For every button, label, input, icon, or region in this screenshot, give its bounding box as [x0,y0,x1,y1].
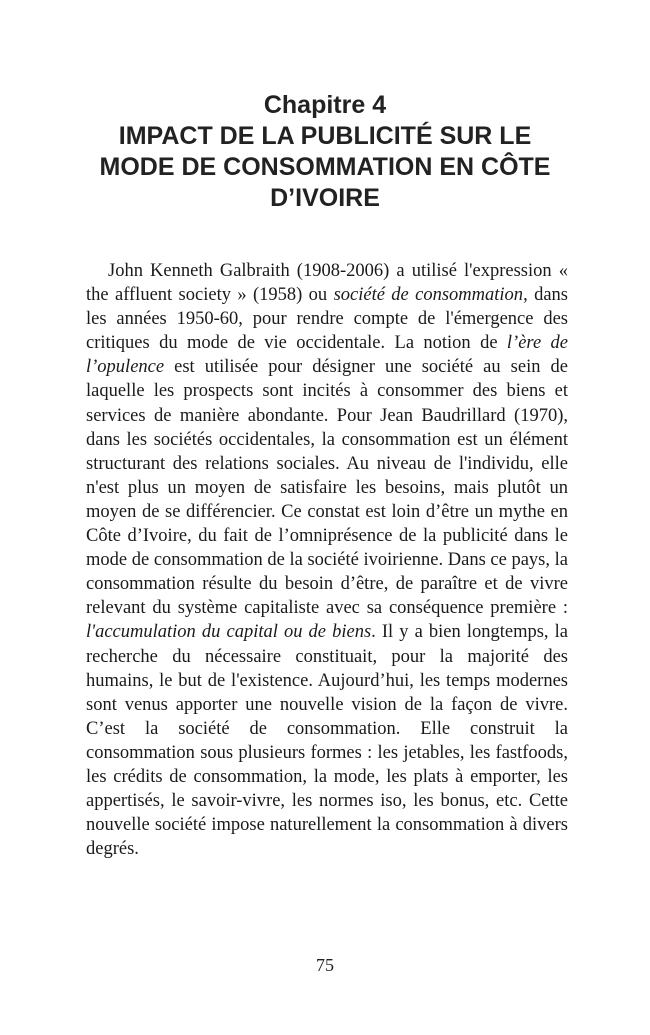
chapter-heading [60,89,590,214]
chapter-title-line: MODE DE CONSOMMATION EN CÔTE [99,153,551,181]
page-number: 75 [316,955,334,975]
text-segment: John Kenneth Galbraith (1908-2006) a utilisé l'expression « the affluent society » (1958) ou [86,261,568,306]
chapter-title [60,121,590,214]
chapter-number: Chapitre 4 [263,91,387,119]
paragraph [86,259,568,861]
chapter-title-line: D’IVOIRE [270,184,380,212]
text-segment: , dans les années 1950-60, pour rendre compte de l'émergence des critiques du mode de vie occidentale. La notion de [86,285,568,354]
body-text [86,259,568,861]
chapter-title-line: IMPACT DE LA PUBLICITÉ SUR LE [118,122,532,150]
italic-term: l'accumulation du capital ou de biens [86,622,372,643]
text-segment: . Il y a bien longtemps, la recherche du nécessaire constituait, pour la majorité des humains, le but de l'existence. Aujourd’hui, les temps modernes sont venus apporter une nouvelle vision de la façon de vivre. C’est la société de consommation. Elle construit la consommation sous plusieurs formes : les jetables, les fastfoods, les crédits de consommation, la mode, les plats à emporter, les appertisés, le savoir-vivre, les normes iso, les bonus, etc. Cette nouvelle société impose naturellement la consommation à divers degrés. [86,622,568,860]
text-segment: est utilisée pour désigner une société au sein de laquelle les prospects sont incités à consommer des biens et services de manière abondante. Pour Jean Baudrillard (1970), dans les sociétés occidentales, la consommation est un élément structurant des relations sociales. Au niveau de l'individu, elle n'est plus un moyen de satisfaire les besoins, mais plutôt un moyen de se différencier. Ce constat est loin d’être un mythe en Côte d’Ivoire, du fait de l’omniprésence de la publicité dans le mode de consommation de la société ivoirienne. Dans ce pays, la consommation résulte du besoin d’être, de paraître et de vivre relevant du système capitaliste avec sa conséquence première : [86,357,568,619]
italic-term: l’ère de l’opulence [86,333,569,378]
italic-term: société de consommation [333,285,524,306]
